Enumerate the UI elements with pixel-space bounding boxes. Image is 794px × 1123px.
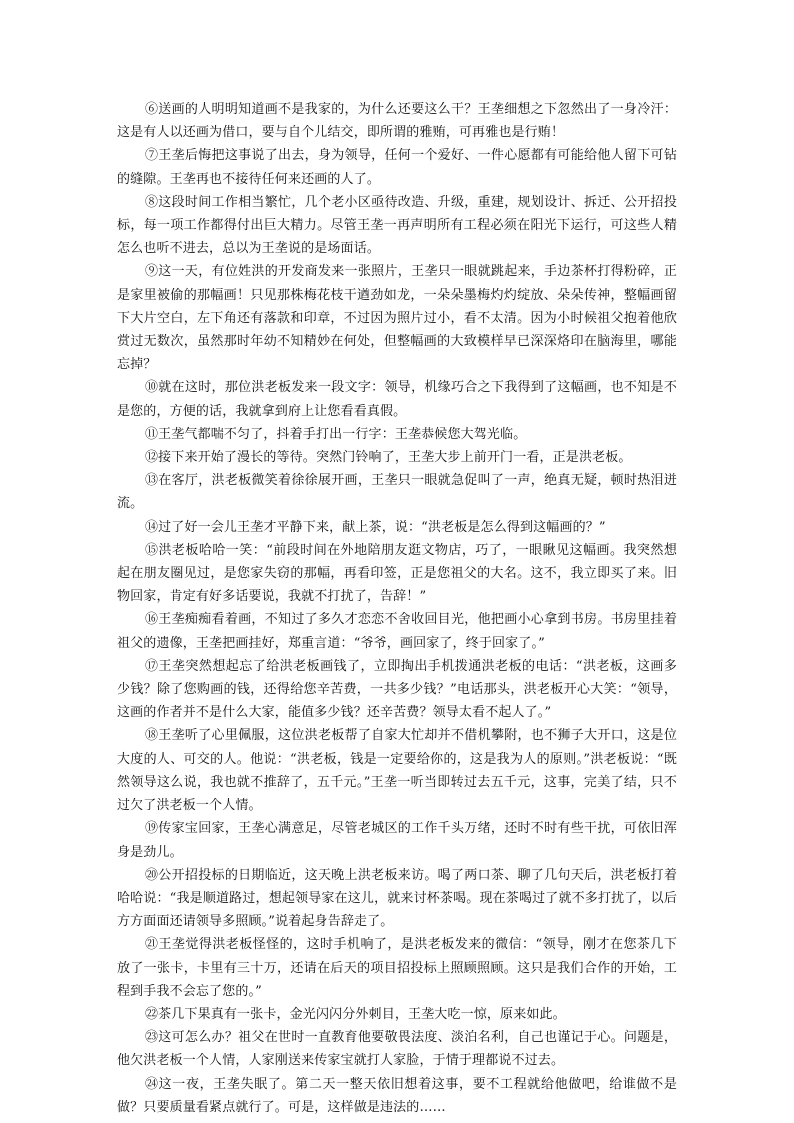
paragraph-8: ⑧这段时间工作相当繁忙，几个老小区亟待改造、升级，重建，规划设计、拆迁、公开招投标，每一项工作都得付出巨大精力。尽管王垄一再声明所有工程必须在阳光下运行，可这些人精怎么也听不进去，总以为王垄说的是场面话。 — [117, 194, 677, 257]
paragraph-13: ⑬在客厅，洪老板微笑着徐徐展开画，王垄只一眼就急促叫了一声，绝真无疑，顿时热泪迸流。 — [117, 473, 677, 512]
document-page — [117, 98, 677, 1119]
paragraph-7: ⑦王垄后悔把这事说了出去，身为领导，任何一个爱好、一件心愿都有可能给他人留下可钻的缝隙。王垄再也不接待任何来还画的人了。 — [117, 148, 677, 187]
paragraph-22: ㉒茶几下果真有一张卡，金光闪闪分外刺目，王垄大吃一惊，原来如此。 — [145, 1006, 566, 1022]
paragraph-19: ⑲传家宝回家，王垄心满意足，尽管老城区的工作千头万绪，还时不时有些干扰，可依旧浑身是劲儿。 — [117, 821, 677, 860]
paragraph-20: ⑳公开招投标的日期临近，这天晚上洪老板来访。喝了两口茶、聊了几句天后，洪老板打着哈哈说：“我是顺道路过，想起领导家在这儿，就来讨杯茶喝。现在茶喝过了就不多打扰了，以后方方面面还请领导多照顾。”说着起身告辞走了。 — [117, 867, 677, 930]
paragraph-12: ⑫接下来开始了漫长的等待。突然门铃响了，王垄大步上前开门一看，正是洪老板。 — [145, 450, 632, 466]
paragraph-16: ⑯王垄痴痴看着画，不知过了多久才恋恋不舍收回目光，他把画小心拿到书房。书房里挂着祖父的遗像，王垄把画挂好，郑重言道：“爷爷，画回家了，终于回家了。” — [117, 612, 677, 651]
paragraph-21: ㉑王垄觉得洪老板怪怪的，这时手机响了，是洪老板发来的微信：“领导，刚才在您茶几下放了一张卡，卡里有三十万，还请在后天的项目招投标上照顾照顾。这只是我们合作的开始，工程到手我不会忘了您的。” — [117, 937, 677, 999]
paragraph-24: ㉔这一夜，王垄失眠了。第二天一整天依旧想着这事，要不工程就给他做吧，给谁做不是做？只要质量看紧点就行了。可是，这样做是违法的…… — [117, 1076, 677, 1115]
paragraph-17: ⑰王垄突然想起忘了给洪老板画钱了，立即掏出手机拨通洪老板的电话：“洪老板，这画多少钱？除了您购画的钱，还得给您辛苦费，一共多少钱？”电话那头，洪老板开心大笑：“领导，这画的作者并不是什么大家，能值多少钱？还辛苦费？领导太看不起人了。” — [117, 658, 677, 721]
paragraph-15: ⑮洪老板哈哈一笑：“前段时间在外地陪朋友逛文物店，巧了，一眼瞅见这幅画。我突然想起在朋友圈见过，是您家失窃的那幅，再看印签，正是您祖父的大名。这不，我立即买了来。旧物回家，肯定有好多话要说，我就不打扰了，告辞！” — [117, 542, 677, 605]
paragraph-14: ⑭过了好一会儿王垄才平静下来，献上茶，说：“洪老板是怎么得到这幅画的？” — [145, 519, 606, 535]
paragraph-18: ⑱王垄听了心里佩服，这位洪老板帮了自家大忙却并不借机攀附，也不狮子大开口，这是位大度的人、可交的人。他说：“洪老板，钱是一定要给你的，这是我为人的原则。”洪老板说：“既然领导这么说，我也就不推辞了，五千元。”王垄一听当即转过去五千元，这事，完美了结，只不过欠了洪老板一个人情。 — [117, 728, 677, 814]
paragraph-11: ⑪王垄气都喘不匀了，抖着手打出一行字：王垄恭候您大驾光临。 — [145, 426, 527, 442]
paragraph-6: ⑥送画的人明明知道画不是我家的，为什么还要这么干？王垄细想之下忽然出了一身冷汗：这是有人以还画为借口，要与自个儿结交，即所谓的雅贿，可再雅也是行贿！ — [117, 102, 677, 141]
paragraph-9: ⑨这一天，有位姓洪的开发商发来一张照片，王垄只一眼就跳起来，手边茶杯打得粉碎，正是家里被偷的那幅画！只见那株梅花枝干遒劲如龙，一朵朵墨梅灼灼绽放、朵朵传神，整幅画留下大片空白，左下角还有落款和印章，不过因为照片过小，看不太清。因为小时候祖父抱着他欣赏过无数次，虽然那时年幼不知精妙在何处，但整幅画的大致模样早已深深烙印在脑海里，哪能忘掉？ — [117, 264, 677, 373]
paragraph-23: ㉓这可怎么办？祖父在世时一直教育他要敬畏法度、淡泊名利，自己也谨记于心。问题是，他欠洪老板一个人情，人家刚送来传家宝就打人家脸，于情于理都说不过去。 — [117, 1030, 677, 1069]
paragraph-10: ⑩就在这时，那位洪老板发来一段文字：领导，机缘巧合之下我得到了这幅画，也不知是不是您的，方便的话，我就拿到府上让您看看真假。 — [117, 380, 677, 419]
